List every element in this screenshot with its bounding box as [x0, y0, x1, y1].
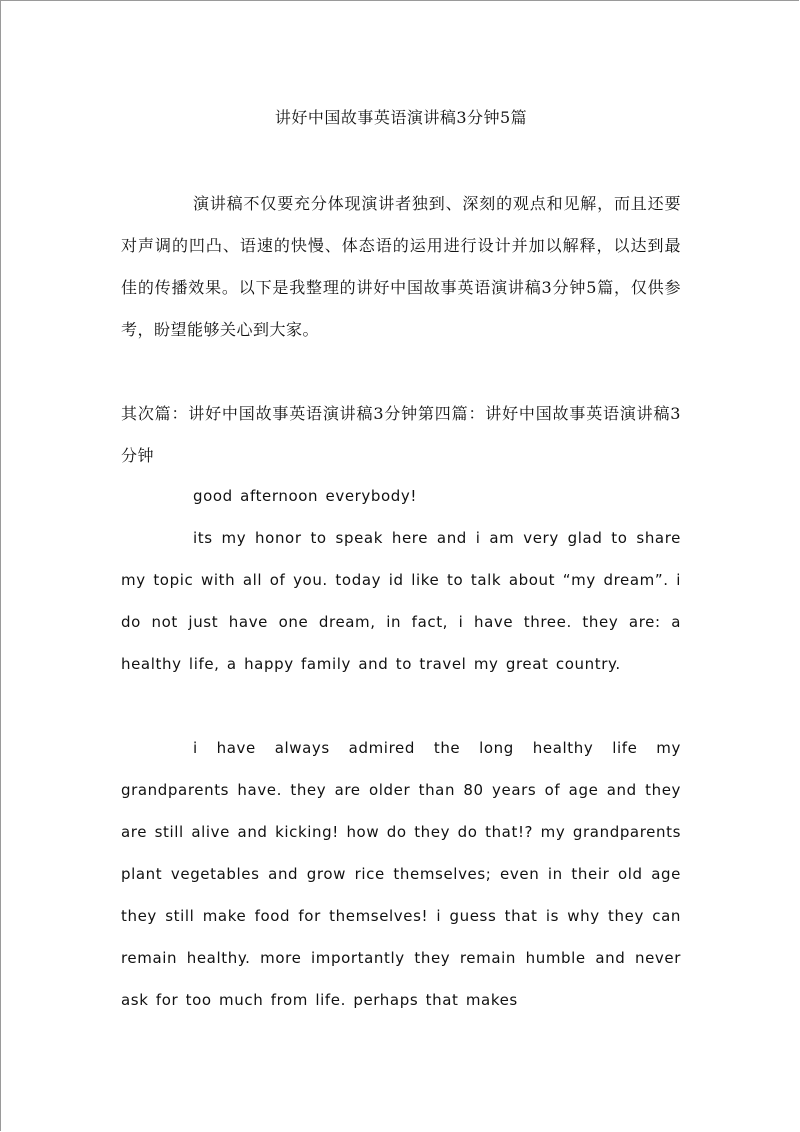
section-heading: 其次篇：讲好中国故事英语演讲稿3分钟第四篇：讲好中国故事英语演讲稿3分钟: [121, 404, 681, 465]
intro-paragraph: 演讲稿不仅要充分体现演讲者独到、深刻的观点和见解，而且还要对声调的凹凸、语速的快慢、体态语的运用进行设计并加以解释，以达到最佳的传播效果。以下是我整理的讲好中国故事英语演讲稿3分钟5篇，仅供参考，盼望能够关心到大家。: [121, 194, 681, 339]
body-paragraph-2: i have always admired the long healthy life my grandparents have. they are older than 80 years of age and they are still alive and kicking! how do they do that!? my grandparents plant vegetables and grow rice themselves; even in their old age they still make food for themselves! i guess that is why they can remain healthy. more importantly they remain humble and never ask for too much from life. perhaps that makes: [121, 739, 681, 1009]
body-paragraph-1: its my honor to speak here and i am very glad to share my topic with all of you. today id like to talk about “my dream”. i do not just have one dream, in fact, i have three. they are: a healthy life, a happy family and to travel my great country.: [121, 529, 681, 673]
greeting-line: good afternoon everybody!: [193, 487, 418, 505]
document-title: 讲好中国故事英语演讲稿3分钟5篇: [274, 108, 528, 127]
